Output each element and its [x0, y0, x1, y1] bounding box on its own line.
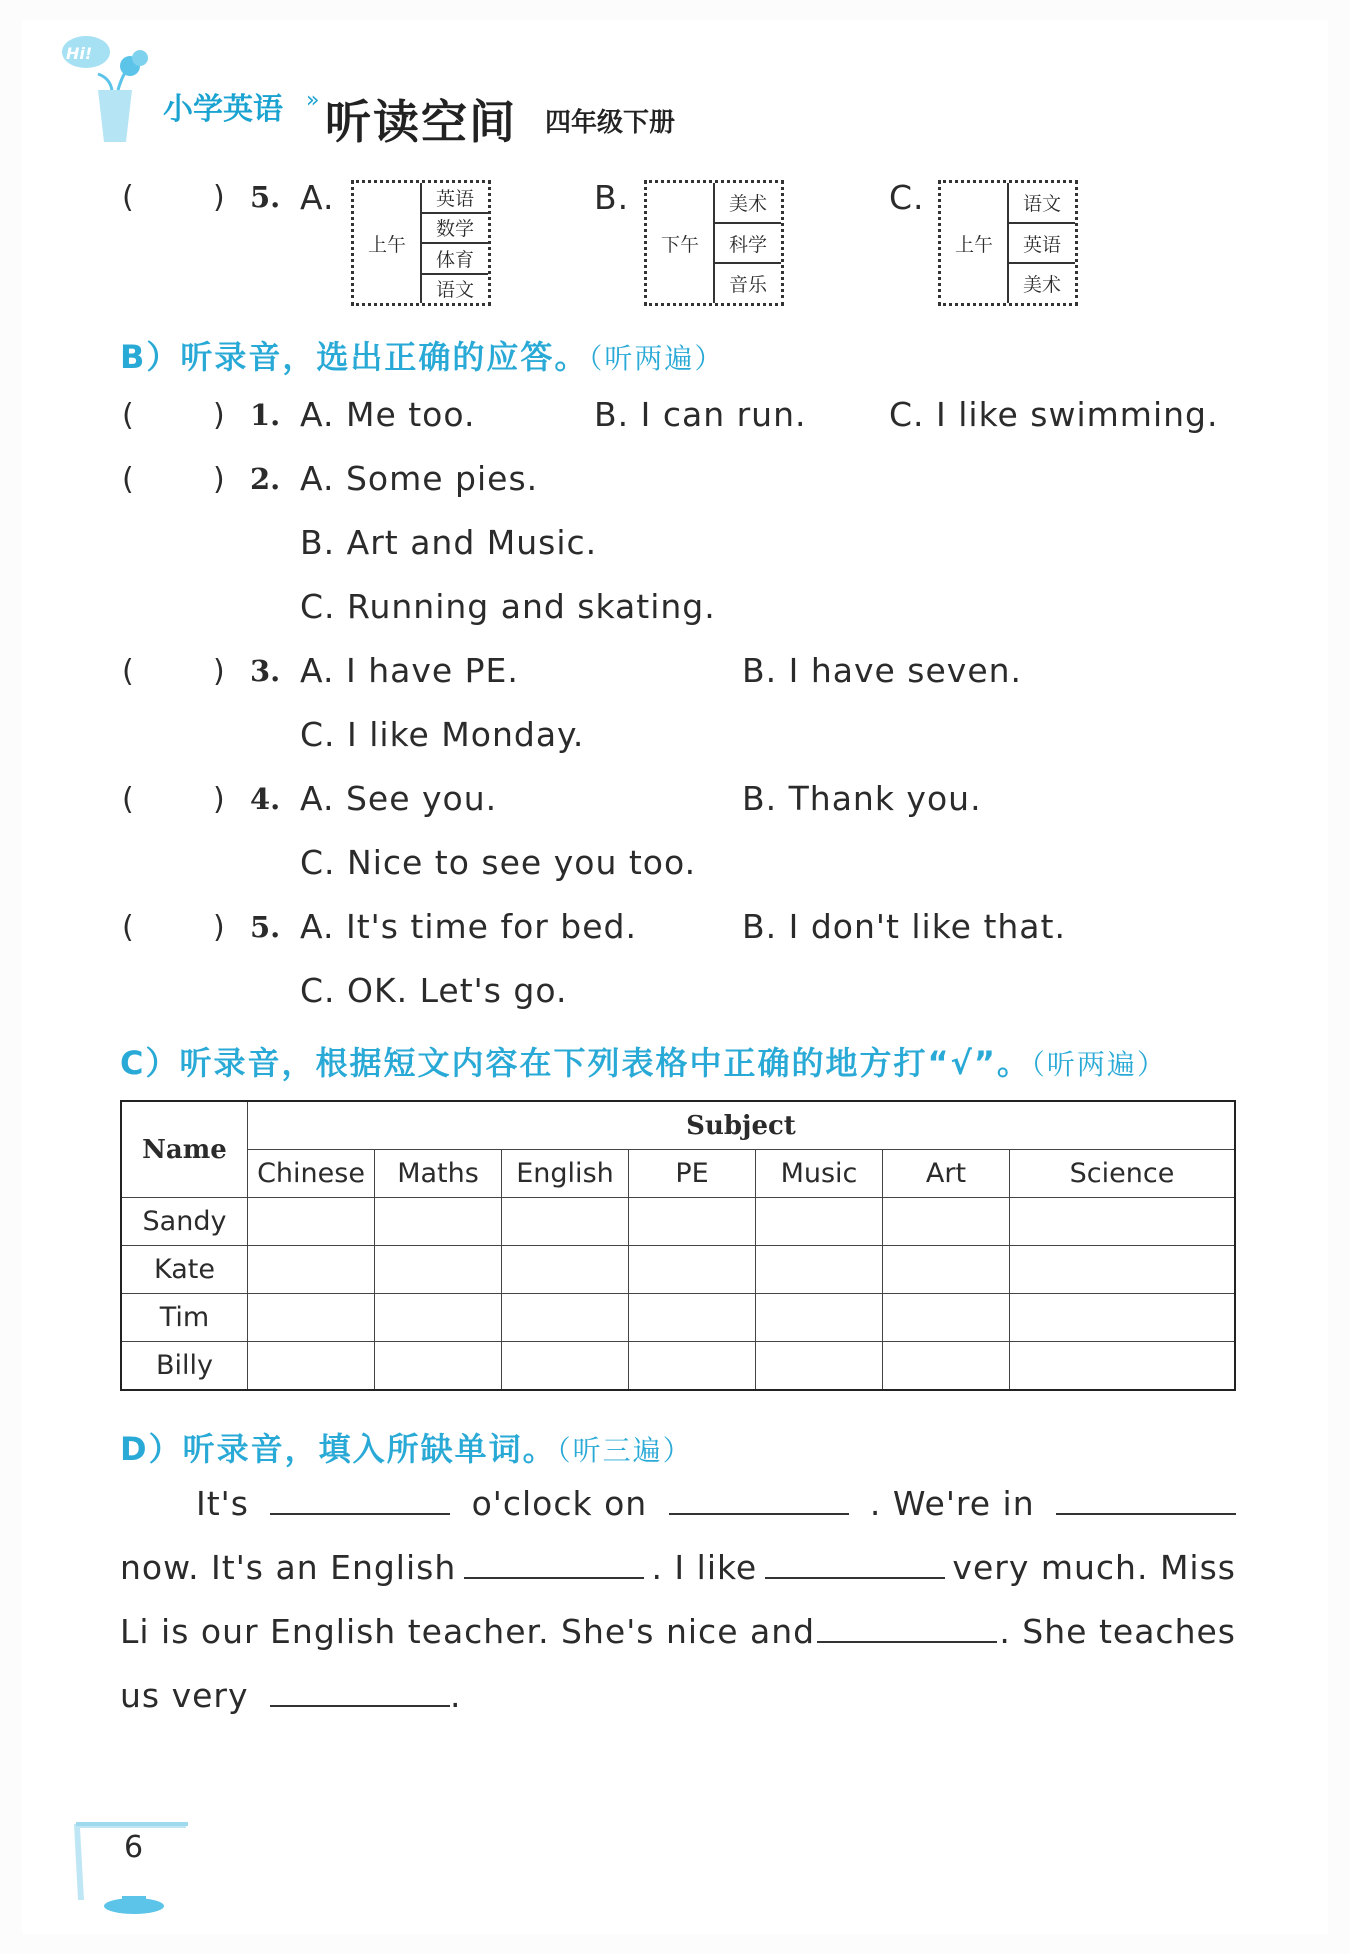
check-cell[interactable] — [883, 1246, 1010, 1294]
passage-text: us very — [120, 1676, 249, 1715]
section-c-heading: C）听录音，根据短文内容在下列表格中正确的地方打“√”。 — [120, 1044, 1031, 1082]
subject-col-art: Art — [883, 1150, 1010, 1198]
answer-paren-close: ) — [213, 910, 225, 945]
option-c-label: C. — [889, 178, 925, 217]
subject-col-english: English — [502, 1150, 629, 1198]
timetable-period: 上午 — [367, 233, 406, 256]
check-cell[interactable] — [375, 1246, 502, 1294]
answer-paren-open: ( — [122, 910, 134, 945]
page-number-tab-icon — [66, 1810, 206, 1920]
page-tab-decoration — [66, 1810, 206, 1924]
section-b-note: （听两遍） — [588, 342, 725, 375]
check-cell[interactable] — [375, 1342, 502, 1391]
question-number: 5. — [250, 180, 281, 214]
subject-table — [120, 1100, 1236, 1391]
table-row — [121, 1294, 1235, 1342]
option-a[interactable]: A. See you. — [300, 779, 498, 818]
check-cell[interactable] — [629, 1294, 756, 1342]
answer-paren-open: ( — [122, 398, 134, 433]
check-cell[interactable] — [502, 1246, 629, 1294]
timetable-b[interactable] — [644, 180, 784, 306]
check-cell[interactable] — [248, 1246, 375, 1294]
answer-paren-close: ) — [213, 462, 225, 497]
passage-text: . She teaches — [999, 1612, 1236, 1651]
check-cell[interactable] — [756, 1246, 883, 1294]
option-c[interactable]: C. I like swimming. — [889, 395, 1219, 434]
check-cell[interactable] — [248, 1342, 375, 1391]
check-cell[interactable] — [1010, 1294, 1236, 1342]
passage-text: It's — [196, 1484, 249, 1523]
passage-line-1 — [120, 1484, 1236, 1523]
subject-col-science: Science — [1010, 1150, 1236, 1198]
blank-field[interactable] — [817, 1615, 997, 1643]
option-a-label: A. — [300, 178, 335, 217]
answer-paren-open: ( — [122, 180, 134, 215]
answer-paren-close: ) — [213, 398, 225, 433]
timetable-c[interactable] — [938, 180, 1078, 306]
timetable-subject: 科学 — [715, 224, 781, 265]
subject-col-chinese: Chinese — [248, 1150, 375, 1198]
passage-text: . We're in — [869, 1484, 1035, 1523]
answer-paren-open: ( — [122, 462, 134, 497]
subject-header: Subject — [248, 1101, 1236, 1150]
option-b[interactable]: B. Thank you. — [742, 779, 982, 818]
passage-line-4 — [120, 1676, 462, 1715]
timetable-subject: 英语 — [1009, 224, 1075, 265]
row-name: Sandy — [121, 1198, 248, 1246]
blank-field[interactable] — [270, 1679, 450, 1707]
passage-text: now. It's an English — [120, 1548, 457, 1587]
option-b[interactable]: B. I can run. — [594, 395, 807, 434]
row-name: Billy — [121, 1342, 248, 1391]
check-cell[interactable] — [1010, 1246, 1236, 1294]
sound-wave-icon: » — [306, 88, 320, 113]
blank-field[interactable] — [669, 1487, 849, 1515]
check-cell[interactable] — [629, 1342, 756, 1391]
check-cell[interactable] — [883, 1342, 1010, 1391]
section-c-title — [120, 1038, 1167, 1084]
blank-field[interactable] — [765, 1551, 945, 1579]
row-name: Kate — [121, 1246, 248, 1294]
timetable-period: 下午 — [660, 233, 699, 256]
timetable-subject: 数学 — [422, 214, 488, 245]
question-number: 3. — [250, 654, 281, 688]
table-row — [121, 1342, 1235, 1391]
answer-paren-open: ( — [122, 654, 134, 689]
hi-bubble: Hi! — [66, 44, 93, 63]
check-cell[interactable] — [502, 1342, 629, 1391]
timetable-subject: 英语 — [422, 183, 488, 214]
question-number: 4. — [250, 782, 281, 816]
option-b[interactable]: B. I don't like that. — [742, 907, 1066, 946]
check-cell[interactable] — [756, 1342, 883, 1391]
check-cell[interactable] — [883, 1294, 1010, 1342]
check-cell[interactable] — [375, 1294, 502, 1342]
timetable-a[interactable] — [351, 180, 491, 306]
section-b-title — [120, 332, 724, 378]
option-c[interactable]: C. OK. Let's go. — [300, 971, 568, 1010]
question-number: 1. — [250, 398, 281, 432]
timetable-subject: 美术 — [1022, 274, 1061, 297]
table-row — [121, 1198, 1235, 1246]
option-a[interactable]: A. Some pies. — [300, 459, 539, 498]
table-row — [121, 1246, 1235, 1294]
subject-col-maths: Maths — [375, 1150, 502, 1198]
section-d-heading: D）听录音，填入所缺单词。 — [120, 1430, 557, 1468]
section-c-note: （听两遍） — [1030, 1048, 1167, 1081]
timetable-subject: 语文 — [435, 279, 474, 302]
option-c[interactable]: C. Nice to see you too. — [300, 843, 697, 882]
question-number: 2. — [250, 462, 281, 496]
section-d-note: （听三遍） — [556, 1434, 693, 1467]
row-name: Tim — [121, 1294, 248, 1342]
passage-text: Li is our English teacher. She's nice and — [120, 1612, 816, 1651]
passage-text: . — [450, 1676, 462, 1715]
option-b[interactable]: B. I have seven. — [742, 651, 1023, 690]
subject-col-music: Music — [756, 1150, 883, 1198]
answer-paren-close: ) — [213, 782, 225, 817]
passage-line-3 — [120, 1612, 1236, 1651]
passage-text: very much. Miss — [952, 1548, 1236, 1587]
option-a[interactable]: A. Me too. — [300, 395, 476, 434]
timetable-subject: 美术 — [715, 183, 781, 224]
option-a[interactable]: A. It's time for bed. — [300, 907, 637, 946]
passage-text: . I like — [651, 1548, 758, 1587]
option-c[interactable]: C. I like Monday. — [300, 715, 585, 754]
section-b-heading: B）听录音，选出正确的应答。 — [120, 338, 589, 376]
book-title: 听读空间 — [325, 95, 517, 149]
timetable-period: 上午 — [954, 233, 993, 256]
check-cell[interactable] — [502, 1294, 629, 1342]
answer-paren-close: ) — [213, 180, 225, 215]
option-c[interactable]: C. Running and skating. — [300, 587, 716, 626]
check-cell[interactable] — [502, 1198, 629, 1246]
option-b-label: B. — [594, 178, 630, 217]
option-a[interactable]: A. I have PE. — [300, 651, 519, 690]
option-b[interactable]: B. Art and Music. — [300, 523, 598, 562]
check-cell[interactable] — [756, 1198, 883, 1246]
check-cell[interactable] — [756, 1294, 883, 1342]
timetable-subject: 语文 — [1009, 183, 1075, 224]
subject-col-pe: PE — [629, 1150, 756, 1198]
passage-text: o'clock on — [471, 1484, 648, 1523]
blank-field[interactable] — [1056, 1487, 1236, 1515]
timetable-subject: 体育 — [422, 244, 488, 275]
check-cell[interactable] — [375, 1198, 502, 1246]
section-d-title — [120, 1424, 693, 1470]
check-cell[interactable] — [1010, 1342, 1236, 1391]
check-cell[interactable] — [883, 1198, 1010, 1246]
check-cell[interactable] — [629, 1246, 756, 1294]
passage-line-2 — [120, 1548, 1236, 1587]
blank-field[interactable] — [270, 1487, 450, 1515]
check-cell[interactable] — [1010, 1198, 1236, 1246]
check-cell[interactable] — [248, 1198, 375, 1246]
page-number: 6 — [124, 1830, 144, 1865]
check-cell[interactable] — [629, 1198, 756, 1246]
question-number: 5. — [250, 910, 281, 944]
timetable-subject: 音乐 — [728, 274, 767, 297]
blank-field[interactable] — [464, 1551, 644, 1579]
check-cell[interactable] — [248, 1294, 375, 1342]
name-header: Name — [121, 1101, 248, 1198]
grade-label: 四年级下册 — [545, 108, 676, 138]
answer-paren-close: ) — [213, 654, 225, 689]
brand-title: 小学英语 — [163, 92, 283, 127]
answer-paren-open: ( — [122, 782, 134, 817]
